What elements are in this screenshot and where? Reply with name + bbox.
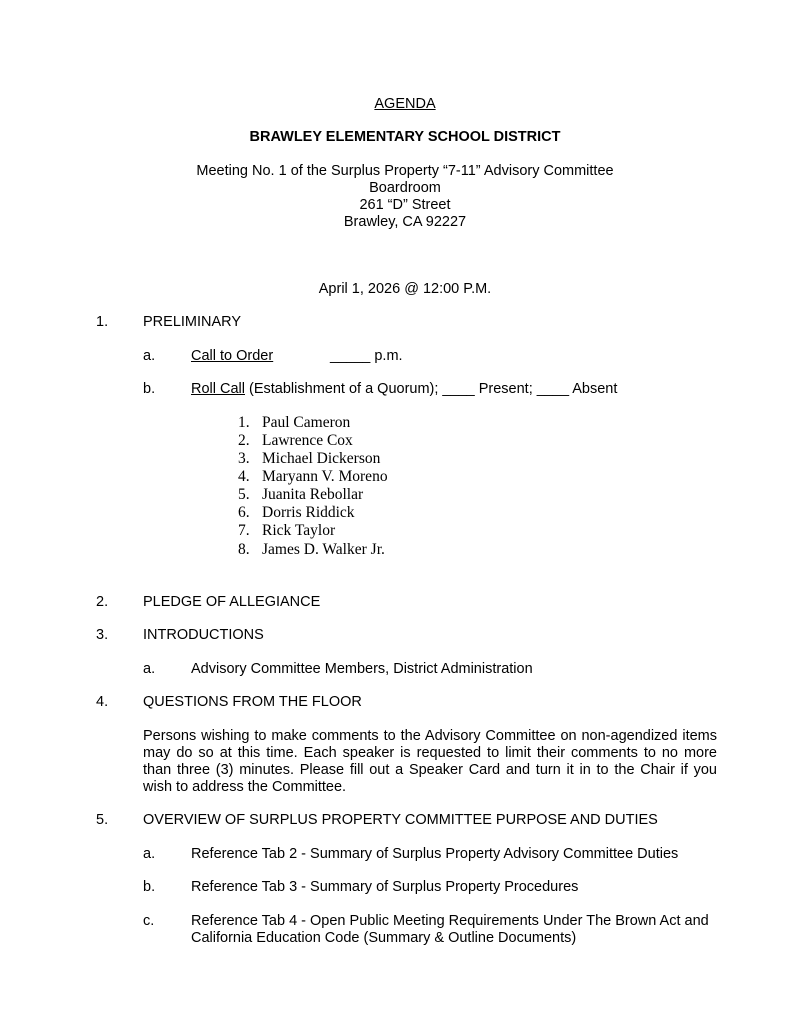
item-5a-letter: a. [143, 846, 156, 862]
item-5a-text: Reference Tab 2 - Summary of Surplus Property Advisory Committee Duties [191, 846, 679, 862]
roll-call-quorum: (Establishment of a Quorum); ____ Present; ____ Absent [245, 381, 618, 397]
member-item [238, 414, 350, 432]
member-item [238, 432, 353, 450]
paragraph-line: Persons wishing to make comments to the Advisory Committee on non-agendized items [143, 728, 717, 744]
member-number: 3. [238, 450, 250, 467]
member-item [238, 450, 380, 468]
meeting-city: Brawley, CA 92227 [343, 214, 467, 230]
item-3-title: INTRODUCTIONS [143, 627, 264, 643]
meeting-street: 261 “D” Street [359, 197, 451, 213]
member-number: 4. [238, 468, 250, 485]
item-2-title: PLEDGE OF ALLEGIANCE [143, 594, 321, 610]
item-5c-text [191, 913, 721, 947]
member-item [238, 504, 355, 522]
member-item [238, 541, 385, 559]
item-4-title: QUESTIONS FROM THE FLOOR [143, 694, 362, 710]
public-comment-paragraph [143, 728, 717, 796]
paragraph-line: wish to address the Committee. [143, 779, 347, 795]
item-5c-letter: c. [143, 913, 155, 929]
member-name: Lawrence Cox [262, 432, 353, 449]
agenda-title: AGENDA [374, 96, 436, 112]
item-1-number: 1. [96, 314, 109, 330]
member-item [238, 522, 335, 540]
member-number: 5. [238, 486, 250, 503]
member-item [238, 468, 388, 486]
call-to-order-time: _____ p.m. [330, 348, 403, 364]
member-number: 6. [238, 504, 250, 521]
item-5-number: 5. [96, 812, 109, 828]
item-5c-line: Reference Tab 4 - Open Public Meeting Requirements Under The Brown Act and [191, 913, 709, 929]
member-name: Dorris Riddick [262, 504, 355, 521]
member-name: Maryann V. Moreno [262, 468, 388, 485]
member-number: 8. [238, 541, 250, 558]
roll-call-label: Roll Call [191, 381, 245, 397]
item-1b-letter: b. [143, 381, 156, 397]
item-2-number: 2. [96, 594, 109, 610]
item-3a-text: Advisory Committee Members, District Administration [191, 661, 533, 677]
item-5b-letter: b. [143, 879, 156, 895]
call-to-order-label: Call to Order [191, 348, 274, 364]
item-5c-line: California Education Code (Summary & Outline Documents) [191, 930, 577, 946]
roll-call-line [191, 381, 617, 397]
district-name: BRAWLEY ELEMENTARY SCHOOL DISTRICT [249, 129, 561, 145]
member-item [238, 486, 363, 504]
meeting-title: Meeting No. 1 of the Surplus Property “7-11” Advisory Committee [196, 163, 614, 179]
member-name: James D. Walker Jr. [262, 541, 385, 558]
member-number: 1. [238, 414, 250, 431]
item-5-title: OVERVIEW OF SURPLUS PROPERTY COMMITTEE PURPOSE AND DUTIES [143, 812, 658, 828]
member-name: Paul Cameron [262, 414, 351, 431]
item-1-title: PRELIMINARY [143, 314, 242, 330]
paragraph-line: may do so at this time. Each speaker is requested to limit their comments to no more [143, 745, 717, 761]
member-name: Juanita Rebollar [262, 486, 364, 503]
meeting-room: Boardroom [369, 180, 441, 196]
member-name: Michael Dickerson [262, 450, 381, 467]
item-3a-letter: a. [143, 661, 156, 677]
item-3-number: 3. [96, 627, 109, 643]
item-5b-text: Reference Tab 3 - Summary of Surplus Property Procedures [191, 879, 579, 895]
paragraph-line: than three (3) minutes. Please fill out a Speaker Card and turn it in to the Chair if you [143, 762, 717, 778]
meeting-datetime: April 1, 2026 @ 12:00 P.M. [318, 281, 492, 297]
member-name: Rick Taylor [262, 522, 336, 539]
item-4-number: 4. [96, 694, 109, 710]
member-number: 2. [238, 432, 250, 449]
member-number: 7. [238, 522, 250, 539]
item-1a-letter: a. [143, 348, 156, 364]
